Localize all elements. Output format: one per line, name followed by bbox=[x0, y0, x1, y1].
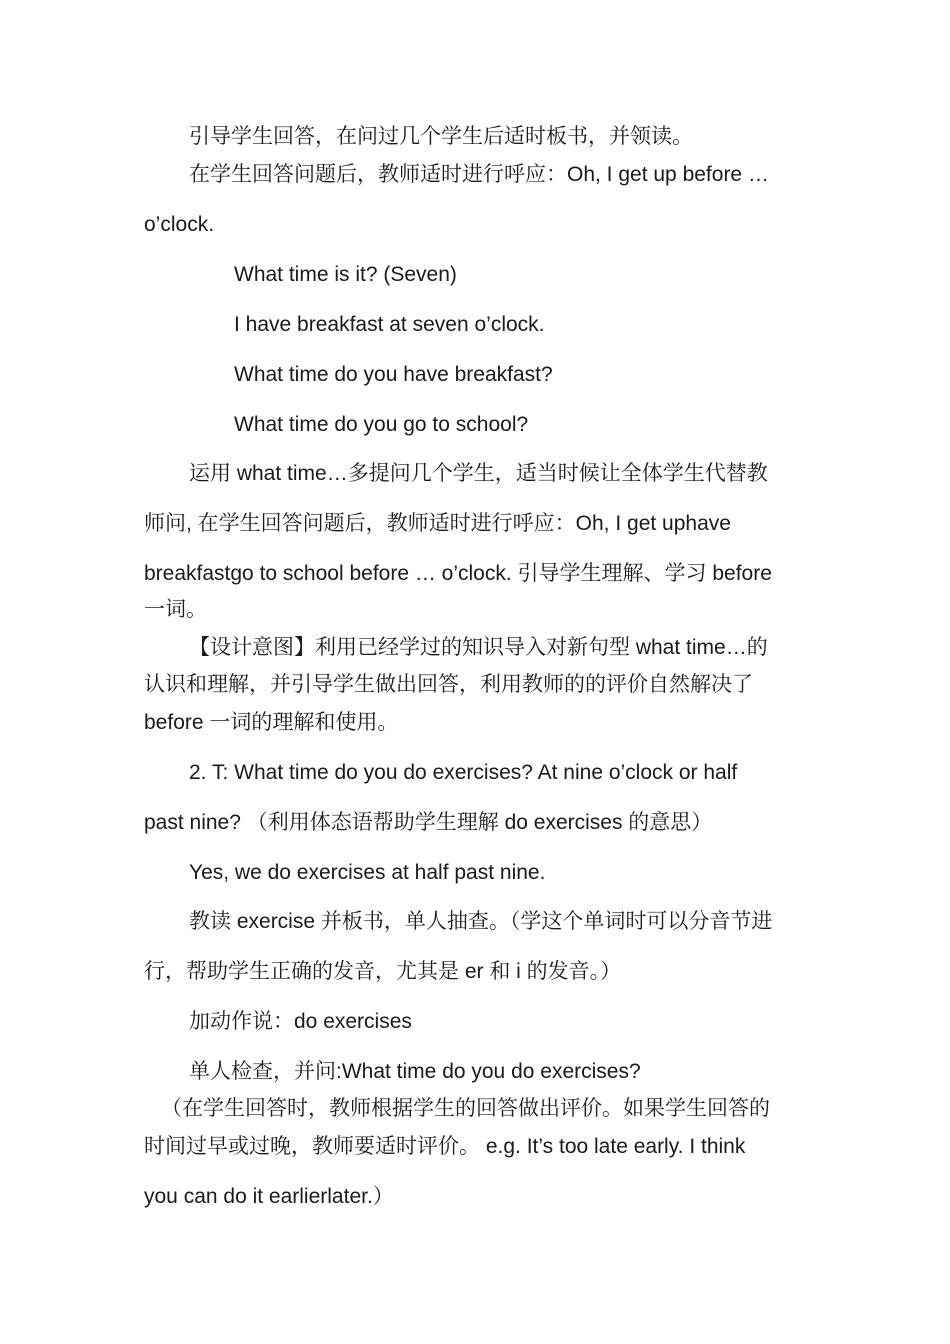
text-line: 在学生回答问题后，教师适时进行呼应：Oh, I get up before … bbox=[189, 163, 769, 186]
text-line: 教读 exercise 并板书，单人抽查。（学这个单词时可以分音节进 bbox=[189, 910, 773, 933]
text-line: 2. T: What time do you do exercises? At nine o’clock or half bbox=[189, 761, 738, 784]
text-line: 时间过早或过晚，教师要适时评价。 e.g. It’s too late early. I think bbox=[144, 1135, 746, 1158]
text-line: before 一词的理解和使用。 bbox=[144, 711, 399, 734]
text-line: What time is it? (Seven) bbox=[234, 263, 457, 286]
text-line: 师问, 在学生回答问题后，教师适时进行呼应：Oh, I get uphave bbox=[144, 512, 731, 535]
text-line: What time do you go to school? bbox=[234, 413, 529, 436]
text-line: 行，帮助学生正确的发音，尤其是 er 和 i 的发音。） bbox=[144, 960, 622, 983]
text-line: o’clock. bbox=[144, 213, 215, 236]
text-line: 一词。 bbox=[144, 598, 207, 621]
text-line: past nine? （利用体态语帮助学生理解 do exercises 的意思） bbox=[144, 811, 713, 834]
text-line: 【设计意图】利用已经学过的知识导入对新句型 what time…的 bbox=[189, 636, 768, 659]
text-line: Yes, we do exercises at half past nine. bbox=[189, 861, 546, 884]
text-line: breakfastgo to school before … o’clock. 引导学生理解、学习 before bbox=[144, 562, 772, 585]
text-line: 引导学生回答，在问过几个学生后适时板书，并领读。 bbox=[189, 125, 693, 148]
text-line: 加动作说：do exercises bbox=[189, 1010, 412, 1033]
text-line: 单人检查，并问:What time do you do exercises? bbox=[189, 1060, 641, 1083]
text-line: 认识和理解，并引导学生做出回答，利用教师的的评价自然解决了 bbox=[144, 673, 753, 696]
text-line: （在学生回答时，教师根据学生的回答做出评价。如果学生回答的 bbox=[161, 1097, 770, 1120]
text-line: 运用 what time…多提问几个学生，适当时候让全体学生代替教 bbox=[189, 462, 768, 485]
text-line: I have breakfast at seven o’clock. bbox=[234, 313, 545, 336]
text-line: What time do you have breakfast? bbox=[234, 363, 553, 386]
text-line: you can do it earlierlater.） bbox=[144, 1185, 394, 1208]
